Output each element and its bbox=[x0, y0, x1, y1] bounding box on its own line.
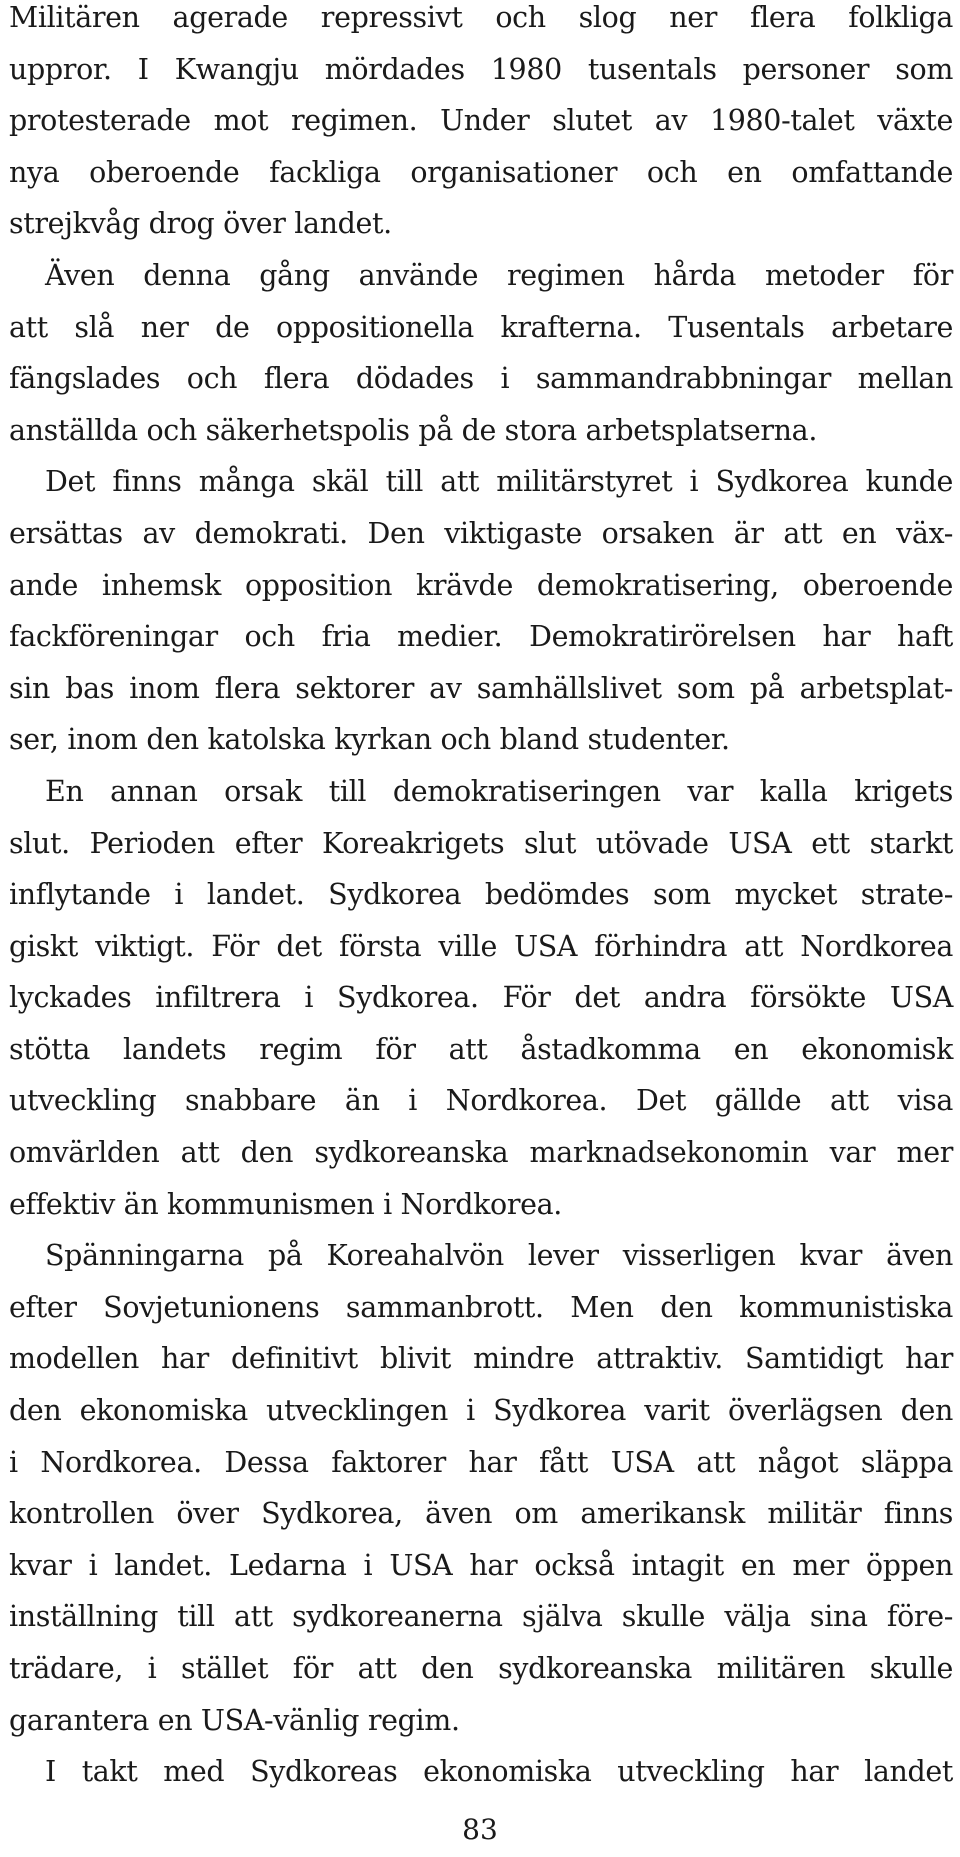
text-line: trädare, i stället för att den sydkoreanska militären skulle bbox=[9, 1652, 953, 1685]
text-line: En annan orsak till demokratiseringen var kalla krigets bbox=[45, 774, 953, 808]
text-line: efter Sovjetunionens sammanbrott. Men den kommunistiska bbox=[9, 1290, 953, 1324]
text-line: omvärlden att den sydkoreanska marknadsekonomin var mer bbox=[9, 1136, 953, 1170]
text-line: giskt viktigt. För det första ville USA förhindra att Nordkorea bbox=[9, 929, 953, 963]
text-line: slut. Perioden efter Koreakrigets slut utövade USA ett starkt bbox=[9, 826, 953, 860]
body-text bbox=[9, 0, 953, 1798]
text-line: att slå ner de oppositionella krafterna. Tusentals arbetare bbox=[9, 310, 953, 344]
text-line: kontrollen över Sydkorea, även om amerikansk militär finns bbox=[9, 1497, 953, 1531]
page-number: 83 bbox=[462, 1813, 498, 1846]
text-line: garantera en USA-vänlig regim. bbox=[9, 1703, 460, 1737]
text-line: nya oberoende fackliga organisationer och en omfattande bbox=[9, 155, 953, 189]
text-line: uppror. I Kwangju mördades 1980 tusentals personer som bbox=[9, 52, 953, 86]
text-line: fängslades och flera dödades i sammandrabbningar mellan bbox=[9, 362, 953, 396]
text-line: modellen har definitivt blivit mindre attraktiv. Samtidigt har bbox=[9, 1342, 953, 1376]
text-line: fackföreningar och fria medier. Demokratirörelsen har haft bbox=[9, 620, 953, 654]
text-line: sin bas inom flera sektorer av samhällslivet som på arbetsplat- bbox=[9, 671, 953, 705]
text-line: utveckling snabbare än i Nordkorea. Det gällde att visa bbox=[9, 1084, 953, 1118]
text-line: inställning till att sydkoreanerna själva skulle välja sina före- bbox=[9, 1600, 953, 1634]
text-line: kvar i landet. Ledarna i USA har också intagit en mer öppen bbox=[9, 1548, 953, 1582]
text-line: anställda och säkerhetspolis på de stora arbetsplatserna. bbox=[9, 413, 818, 447]
text-line: lyckades infiltrera i Sydkorea. För det andra försökte USA bbox=[9, 981, 953, 1015]
text-line: Även denna gång använde regimen hårda metoder för bbox=[45, 258, 953, 292]
text-line: I takt med Sydkoreas ekonomiska utveckling har landet bbox=[45, 1755, 953, 1789]
text-line: den ekonomiska utvecklingen i Sydkorea varit överlägsen den bbox=[9, 1394, 953, 1428]
text-line: ser, inom den katolska kyrkan och bland studenter. bbox=[9, 723, 730, 757]
text-line: effektiv än kommunismen i Nordkorea. bbox=[9, 1187, 562, 1221]
text-line: Spänningarna på Koreahalvön lever visserligen kvar även bbox=[45, 1239, 953, 1273]
text-line: ande inhemsk opposition krävde demokratisering, oberoende bbox=[9, 568, 953, 602]
text-line: ersättas av demokrati. Den viktigaste orsaken är att en väx- bbox=[9, 516, 953, 550]
text-line: stötta landets regim för att åstadkomma en ekonomisk bbox=[9, 1032, 953, 1066]
text-line: Det finns många skäl till att militärstyret i Sydkorea kunde bbox=[45, 465, 953, 499]
text-line: i Nordkorea. Dessa faktorer har fått USA att något släppa bbox=[9, 1445, 953, 1479]
text-line: inflytande i landet. Sydkorea bedömdes som mycket strate- bbox=[9, 878, 953, 912]
text-line: protesterade mot regimen. Under slutet av 1980-talet växte bbox=[9, 104, 953, 138]
text-line: Militären agerade repressivt och slog ner flera folkliga bbox=[9, 1, 953, 34]
text-line: strejkvåg drog över landet. bbox=[9, 207, 392, 241]
